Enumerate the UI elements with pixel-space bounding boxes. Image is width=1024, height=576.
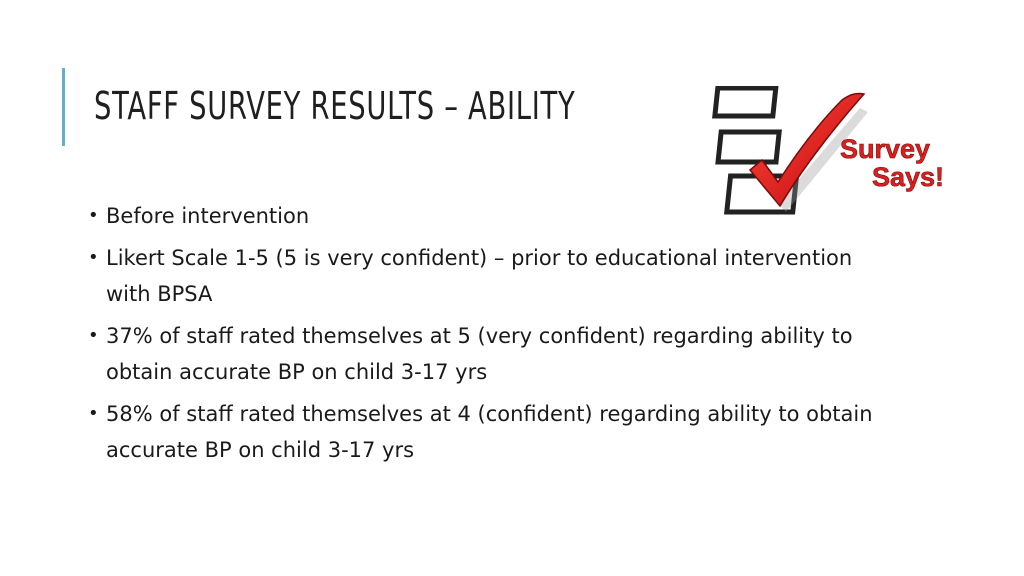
says-word: Says! [872, 162, 944, 192]
bullet-item [86, 240, 886, 312]
bullet-list [86, 198, 886, 474]
bullet-item [86, 318, 886, 390]
bullet-text: 37% of staff rated themselves at 5 (very confident) regarding ability to obtain accurate BP on child 3-17 yrs [106, 324, 853, 384]
bullet-dot: • [88, 403, 99, 424]
bullet-text: Before intervention [106, 204, 310, 228]
bullet-dot: • [88, 325, 99, 346]
bullet-text: 58% of staff rated themselves at 4 (confident) regarding ability to obtain accurate BP on child 3-17 yrs [106, 402, 873, 462]
survey-word: Survey [840, 134, 931, 164]
bullet-item [86, 198, 886, 234]
bullet-dot: • [88, 247, 99, 268]
slide-title: STAFF SURVEY RESULTS – ABILITY [94, 84, 576, 128]
bullet-dot: • [88, 205, 99, 226]
bullet-item [86, 396, 886, 468]
title-accent-bar [62, 68, 65, 146]
bullet-text: Likert Scale 1-5 (5 is very confident) – prior to educational intervention with BPSA [106, 246, 853, 306]
